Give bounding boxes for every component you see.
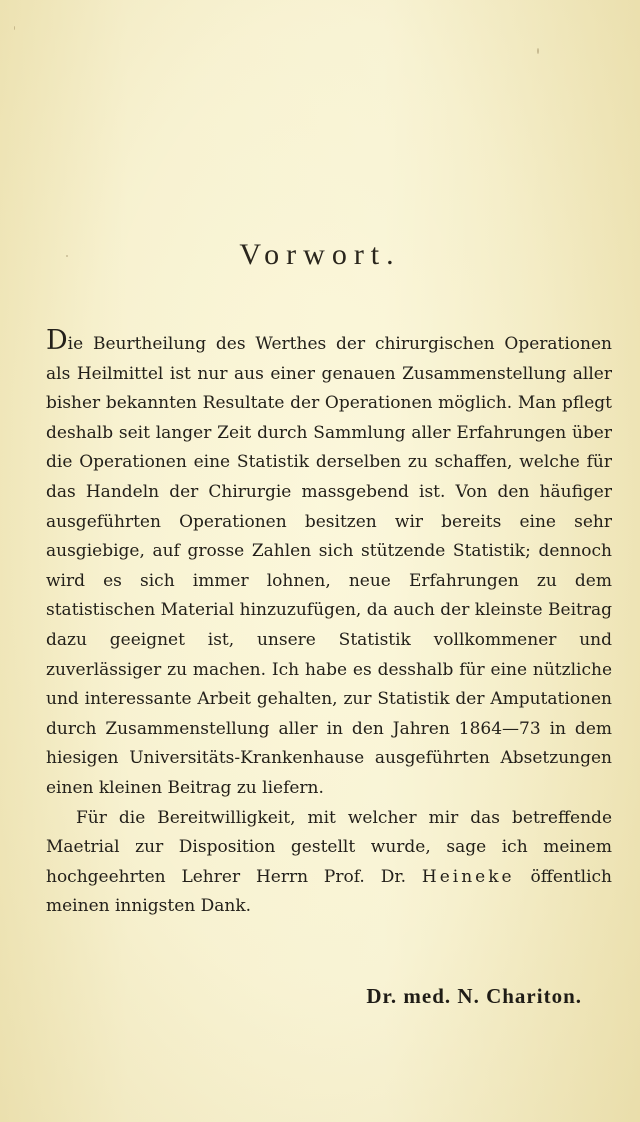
author-signature: Dr. med. N. Chariton.: [366, 984, 582, 1008]
paper-speck: [537, 48, 539, 54]
paragraph-text: Für die Bereitwilligkeit, mit welcher mir das betreffende Maetrial zur Disposition gestellt wurde, sage ich meinem hochgeehrten Lehrer Herrn Prof. Dr.: [46, 807, 612, 887]
initial-letter: D: [46, 325, 68, 356]
paragraph-introduction: [46, 325, 612, 804]
paragraph-text: öffentlich meinen innigsten Dank.: [46, 866, 612, 917]
body-text: [46, 325, 612, 922]
paper-speck: [14, 26, 15, 30]
page-title: Vorwort.: [239, 238, 401, 271]
emphasized-name: Heineke: [421, 866, 515, 887]
paragraph-text: ie Beurtheilung des Werthes der chirurgischen Operationen als Heilmittel ist nur aus einer genauen Zusammenstellung aller bisher bekannten Resultate der Operationen möglich. Man pflegt deshalb seit langer Zeit durch Sammlung aller Erfahrungen über die Operationen eine Statistik derselben zu schaffen, welche für das Handeln der Chirurgie massgebend ist. Von den häufiger ausgeführten Operationen besitzen wir bereits eine sehr ausgiebige, auf grosse Zahlen sich stützende Statistik; dennoch wird es sich immer lohnen, neue Erfahrungen zu dem statistischen Material hinzuzufügen, da auch der kleinste Beitrag dazu geeignet ist, unsere Statistik vollkommener und zuverlässiger zu machen. Ich habe es desshalb für eine nützliche und interessante Arbeit gehalten, zur Statistik der Amputationen durch Zusammenstellung aller in den Jahren 1864—73 in dem hiesigen Universitäts-Krankenhause ausgeführten Absetzungen einen kleinen Beitrag zu liefern.: [46, 334, 612, 798]
paragraph-acknowledgement: [46, 804, 612, 922]
